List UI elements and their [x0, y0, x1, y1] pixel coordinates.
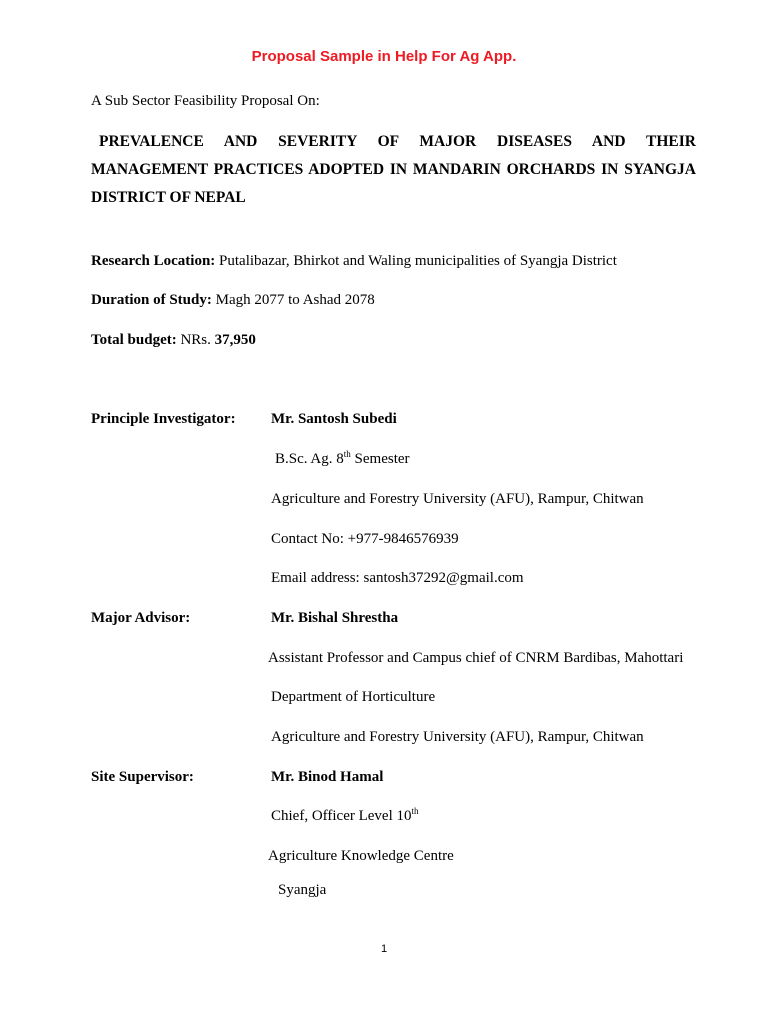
- proposal-title: PREVALENCE AND SEVERITY OF MAJOR DISEASES AND THEIR MANAGEMENT PRACTICES ADOPTED IN MANDARIN ORCHARDS IN SYANGJA DISTRICT OF NEPAL: [91, 133, 696, 206]
- budget-line: [91, 332, 256, 349]
- pi-label: Principle Investigator:: [91, 411, 236, 427]
- pi-email: Email address: santosh37292@gmail.com: [271, 570, 524, 586]
- budget-currency: NRs.: [180, 332, 211, 348]
- supervisor-name: Mr. Binod Hamal: [271, 769, 384, 785]
- supervisor-label: Site Supervisor:: [91, 769, 194, 785]
- advisor-label: Major Advisor:: [91, 610, 191, 626]
- pi-degree-prefix: B.Sc. Ag. 8: [275, 451, 344, 467]
- pi-name: Mr. Santosh Subedi: [271, 411, 397, 427]
- page-number: 1: [380, 943, 388, 955]
- intro-line: A Sub Sector Feasibility Proposal On:: [91, 93, 320, 109]
- duration-line: [91, 292, 375, 309]
- advisor-university: Agriculture and Forestry University (AFU), Rampur, Chitwan: [271, 729, 644, 745]
- budget-amount: 37,950: [214, 332, 256, 348]
- pi-university: Agriculture and Forestry University (AFU), Rampur, Chitwan: [271, 491, 644, 507]
- duration-value: Magh 2077 to Ashad 2078: [215, 292, 375, 308]
- pi-degree: [275, 451, 410, 468]
- advisor-name: Mr. Bishal Shrestha: [271, 610, 399, 626]
- budget-label: Total budget:: [91, 332, 177, 348]
- supervisor-position-prefix: Chief, Officer Level 10: [271, 808, 412, 824]
- supervisor-location: Syangja: [278, 882, 327, 898]
- supervisor-office: Agriculture Knowledge Centre: [268, 848, 454, 864]
- supervisor-position-sup: th: [411, 806, 419, 816]
- pi-degree-suffix: Semester: [350, 451, 410, 467]
- research-location-label: Research Location:: [91, 253, 216, 269]
- pi-degree-sup: th: [343, 449, 351, 459]
- proposal-banner: Proposal Sample in Help For Ag App.: [251, 48, 517, 65]
- advisor-department: Department of Horticulture: [271, 689, 436, 705]
- research-location-line: [91, 253, 617, 270]
- pi-contact: Contact No: +977-9846576939: [271, 531, 459, 547]
- advisor-position: Assistant Professor and Campus chief of CNRM Bardibas, Mahottari: [268, 650, 684, 666]
- research-location-value: Putalibazar, Bhirkot and Waling municipalities of Syangja District: [219, 253, 617, 269]
- duration-label: Duration of Study:: [91, 292, 212, 308]
- supervisor-position: [271, 808, 419, 825]
